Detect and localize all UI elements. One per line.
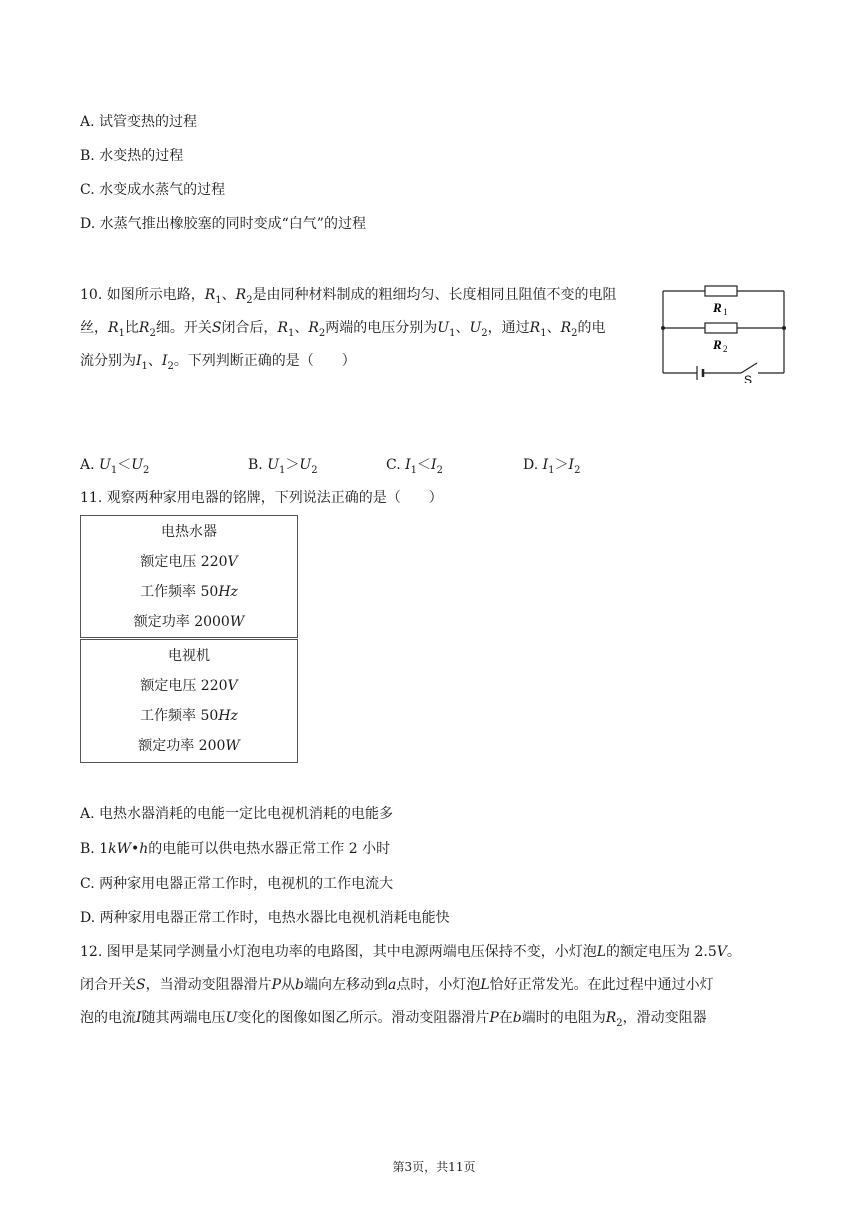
q10-stem-line-3: 流分别为$I_1$、$I_2$。下列判断正确的是（ ） — [80, 353, 356, 372]
label-r1: R — [713, 300, 722, 315]
plate-power: 额定功率 200W — [138, 738, 240, 754]
plate-power: 额定功率 2000W — [133, 614, 245, 630]
q10-option-c: C. $I_1<I_2$ — [386, 457, 443, 476]
q10-stem-line-1: 10. 如图所示电路，$R_1$、$R_2$是由同种材料制成的粗细均匀、长度相同且阻值不变的电阻 — [80, 287, 617, 306]
q9-option-c: C. 水变成水蒸气的过程 — [80, 182, 226, 198]
q11-option-c: C. 两种家用电器正常工作时，电视机的工作电流大 — [80, 876, 394, 892]
q12-stem-line-2: 闭合开关S，当滑动变阻器滑片P从b端向左移动到a点时，小灯泡L恰好正常发光。在此过程中通过小灯 — [80, 977, 714, 993]
label-r2: R — [713, 337, 722, 352]
plate-voltage: 额定电压 220V — [140, 554, 238, 570]
switch-blade — [741, 363, 757, 373]
q11-option-b: B. 1kW•h的电能可以供电热水器正常工作 2 小时 — [80, 841, 391, 857]
q10-option-a: A. $U_1<U_2$ — [80, 457, 150, 476]
page-footer: 第3页，共11页 — [392, 1160, 476, 1174]
plate-title: 电热水器 — [161, 524, 217, 540]
q11-option-d: D. 两种家用电器正常工作时，电热水器比电视机消耗电能快 — [80, 910, 450, 926]
label-switch: S — [744, 373, 753, 383]
q10-option-d: D. $I_1>I_2$ — [523, 457, 581, 476]
label-r1-sub: 1 — [723, 307, 728, 317]
circuit-diagram — [655, 283, 795, 383]
q9-option-b: B. 水变热的过程 — [80, 148, 184, 164]
q11-option-a: A. 电热水器消耗的电能一定比电视机消耗的电能多 — [80, 806, 394, 822]
q9-option-a: A. 试管变热的过程 — [80, 114, 198, 130]
q9-option-d: D. 水蒸气推出橡胶塞的同时变成“白气”的过程 — [80, 216, 366, 232]
q10-option-b: B. $U_1>U_2$ — [248, 457, 318, 476]
q10-stem-line-2: 丝，$R_1$比$R_2$细。开关S闭合后，$R_1$、$R_2$两端的电压分别为$U_1$、$U_2$，通过$R_1$、$R_2$的电 — [80, 320, 606, 339]
plate-title: 电视机 — [168, 648, 210, 664]
junction-left — [661, 326, 665, 330]
nameplate-water-heater — [80, 515, 298, 638]
label-r2-sub: 2 — [723, 344, 728, 354]
plate-voltage: 额定电压 220V — [140, 678, 238, 694]
resistor-r2 — [705, 323, 737, 333]
plate-frequency: 工作频率 50Hz — [140, 584, 238, 600]
junction-right — [782, 326, 786, 330]
q12-stem-line-3: 泡的电流I随其两端电压U变化的图像如图乙所示。滑动变阻器滑片P在b端时的电阻为$R_2$，滑动变阻器 — [80, 1010, 707, 1029]
resistor-r1 — [705, 286, 737, 296]
q11-stem: 11. 观察两种家用电器的铭牌，下列说法正确的是（ ） — [80, 490, 443, 506]
plate-frequency: 工作频率 50Hz — [140, 708, 238, 724]
q12-stem-line-1: 12. 图甲是某同学测量小灯泡电功率的电路图，其中电源两端电压保持不变，小灯泡L的额定电压为 2.5V。 — [80, 944, 741, 960]
nameplate-tv — [80, 639, 298, 763]
